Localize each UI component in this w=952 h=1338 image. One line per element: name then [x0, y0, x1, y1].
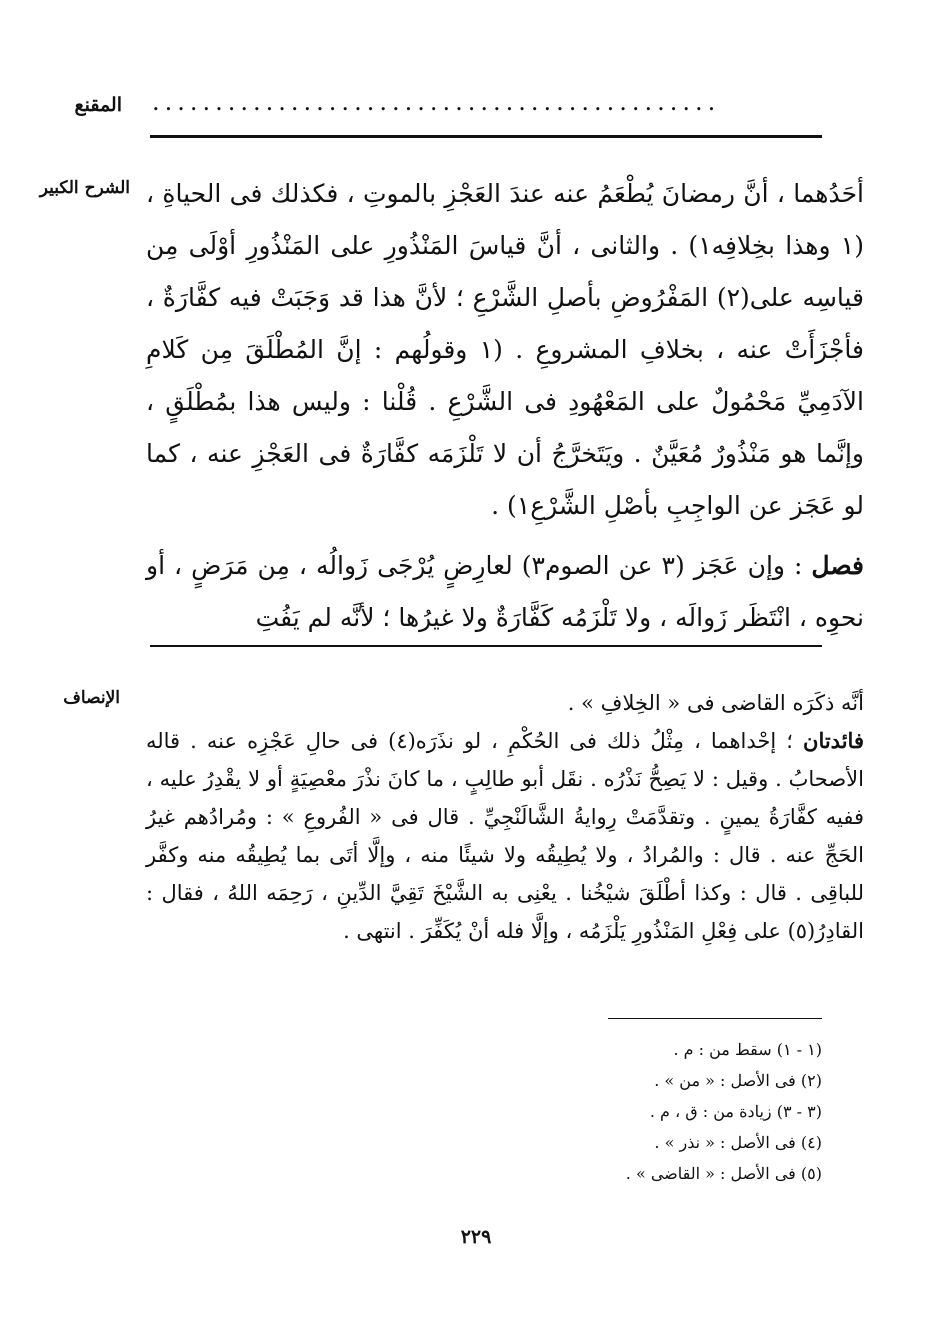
header-rule — [150, 135, 822, 138]
footnote-item: (٢) فى الأصل : « من » . — [654, 1071, 822, 1090]
footnote-item: (١ - ١) سقط من : م . — [673, 1040, 822, 1059]
footnote-item: (٥) فى الأصل : « القاضى » . — [625, 1164, 822, 1183]
footnote-rule — [608, 1018, 822, 1019]
sharh-paragraph-2 — [146, 540, 864, 644]
faidatan-heading-word: فائدتان — [803, 728, 864, 753]
insaf-paragraph-text: ؛ إحْداهما ، مِثْلُ ذلك فى الحُكْمِ ، لو نذَرَه(٤) فى حالِ عَجْزِه عنه . قاله الأصحابُ . وقيل : لا يَصِحُّ نَذْرُه . نقَل أبو طالِبٍ ، ما كانَ نذْرَ معْصِيَةٍ أو لا يقْدِرُ عليه ، ففيه كفَّارَةُ يمينٍ . وتقدَّمَتْ رِوايةُ الشَّالَنْجِيِّ . قال فى « الفُروعِ » : ومُرادُهم غيرُ الحَجِّ عنه . قال : والمُرادُ ، ولا يُطِيقُه ولا شيئًا منه ، وإلَّا أتَى بما يُطِيقُه منه وكفَّر للباقِى . قال : وكذا أطْلَقَ شيْخُنا . يعْنِى به الشَّيْخَ تَقِيَّ الدِّينِ ، رَحِمَه اللهُ ، فقال : القادِرُ(٥) على فِعْلِ المَنْذُورِ يَلْزَمُه ، وإلَّا فله أنْ يُكَفِّرَ . انتهى . — [146, 729, 864, 943]
insaf-side-label: الإنصاف — [63, 688, 120, 708]
sharh-text-block — [146, 168, 864, 644]
footnotes-block — [422, 1034, 822, 1189]
header-dotted-leader: ............................................. — [152, 88, 721, 116]
fasl-text: : وإن عَجَز (٣ عن الصوم٣) لعارِضٍ يُرْجَى زَوالُه ، مِن مَرَضٍ ، أو نحوِه ، انْتَظَر زَوالَه ، ولا تَلْزَمُه كَفَّارَةٌ ولا غيرُها ؛ لأنَّه لم يَفُتِ — [146, 551, 864, 632]
sharh-paragraph-1: أحَدُهما ، أنَّ رمضانَ يُطْعَمُ عنه عندَ العَجْزِ بالموتِ ، فكذلك فى الحياةِ ، (١ وهذا بخِلافِه١) . والثانى ، أنَّ قياسَ المَنْذُورِ على المَنْذُورِ أوْلَى مِن قياسِه على(٢) المَفْرُوضِ بأصلِ الشَّرْعِ ؛ لأنَّ هذا قد وَجَبَتْ فيه كفَّارَةٌ ، فأجْزَأَتْ عنه ، بخلافِ المشروعِ . (١ وقولُهم : إنَّ المُطْلَقَ مِن كَلامِ الآدَمِيِّ مَحْمُولٌ على المَعْهُودِ فى الشَّرْعِ . قُلْنا : وليس هذا بمُطْلَقٍ ، وإنَّما هو مَنْذُورٌ مُعَيَّنٌ . ويَتَخرَّجُ أن لا تَلْزَمَه كفَّارَةٌ فى العَجْزِ عنه ، كما لو عَجَز عن الواجِبِ بأصْلِ الشَّرْعِ١) . — [146, 179, 865, 520]
footnote-item: (٤) فى الأصل : « نذر » . — [654, 1133, 822, 1152]
book-title: المقنع — [74, 94, 122, 116]
sharh-side-label: الشرح الكبير — [39, 178, 130, 198]
page-number: ٢٢٩ — [460, 1226, 492, 1248]
insaf-text-block — [146, 684, 864, 950]
section-divider — [150, 645, 822, 647]
insaf-line-1: أنَّه ذكَرَه القاضى فى « الخِلافِ » . — [567, 691, 864, 715]
footnote-item: (٣ - ٣) زيادة من : ق ، م . — [649, 1102, 822, 1121]
fasl-heading-word: فصل — [811, 551, 864, 580]
insaf-paragraph — [146, 722, 864, 950]
